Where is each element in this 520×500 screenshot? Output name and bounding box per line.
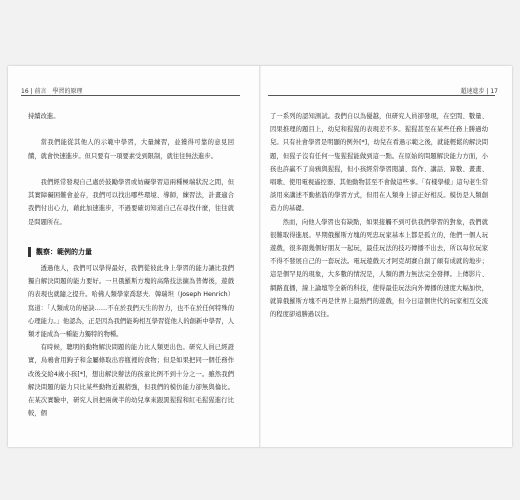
right-running-header: 超速進步 | 17 xyxy=(460,88,498,95)
left-header-rule xyxy=(21,95,240,96)
paragraph-gap xyxy=(28,229,234,242)
right-header-rule xyxy=(268,95,495,96)
left-paragraph-1: 持續改進。 xyxy=(28,113,60,120)
left-running-header: 16 | 前言 學習的原理 xyxy=(21,88,83,95)
right-paragraph-2: 然而，向他人學習也有缺點，如果接觸不到可供我們學習的對象，我們就很難取得進展。早期俄羅斯方塊的死忠玩家基本上都是孤立的，他們一個人玩遊戲，很多跟幾個好朋友一起玩，最佳玩法的技巧傳播不出去，所以每位玩家不得不發展自己的一套玩法。電玩遊戲天才阿克胡賽自創了頗有成就的地步；這是個罕見的現象，大多數的情況是，人類的潛力無法完全發揮。上傳影片、網路直播，線上論壇等全新的科技，使得最佳玩法向外傳播的速度大幅加快，就算俄羅斯方塊不再是世界上最熱門的遊戲，但今日這個世代的玩家相互交流的程度卻遠勝過以往。 xyxy=(270,218,488,319)
book-gutter xyxy=(259,66,261,447)
section-marker-bar xyxy=(28,247,31,257)
right-page-body xyxy=(270,110,488,321)
section-heading xyxy=(28,242,234,262)
right-paragraph-1: 了一系列的認知測試。我們自以為優越，但研究人員卻發現，在空間、數量、因果推理的題目上，幼兒和猩猩的表現差不多。猩猩甚至在某些任務上勝過幼兒。只有社會學習是明顯的例外[*]，幼兒在看過示範之後，就能輕鬆的解決問題，但猩子沒有任何一隻猩猩能做到這一點。在原始的問題解決能力方面，小孩也許贏不了烏鴉與猩猩，但小孩經常學習閱讀、寫作、講話、算數、畫畫、唱歌、使用電視遙控器、其他動物甚至不會做這些事。「有樣學樣」這句老生常談用來講述不動搖筋的學習方式，但用在人類身上卻正好相反。模仿是人類創造力的基礎。 xyxy=(270,113,488,213)
left-section-paragraph-2: 有時候，聰明的動物解決問題的能力比人類更出色。研究人員已經證實，烏鴉會用鉤子和金屬條取出容瓶裡的食物；但是如果把同一個任務作改後交給4歲小孩[*]，想出解決辦法的孩童比例不到十分之一。雖然我們解決問題的能力只比某些動物近親稍強，但我們的模仿能力卻無與倫比。在某次實驗中，研究人員把兩歲半的幼兒拿來跟黑猩猩和紅毛猩猩進行比較，個 xyxy=(28,344,234,418)
book-spread xyxy=(8,66,512,447)
right-page xyxy=(264,66,512,447)
paragraph-gap xyxy=(28,163,234,176)
section-title: 觀察：範例的力量 xyxy=(36,247,92,256)
left-page xyxy=(8,66,256,447)
left-section-paragraph-1: 透過他人，我們可以學得最好，我們從彼此身上學習的能力讓比我們獨自解決問題的能力要好。一旦俄羅斯方塊的高階技法擴為普傳後，遊戲的表現也就隨之提升。哈佛人類學家喬瑟夫．韓瑞坦（Joseph Henrich）寫道：「人類成功的祕訣……不在於我們天生的智力，也不在於任何特殊的心理能力。」他認為，正是因為我們能夠相互學習從他人的創新中學習，人類才能成為一種能力獨特的物種。 xyxy=(28,264,234,338)
left-page-body xyxy=(28,110,234,420)
paragraph-gap xyxy=(28,123,234,136)
left-paragraph-2: 當我們能從其他人的示範中學習，大量練習，並獲得可靠的意見回饋，就會快速進步。但只要有一項要素受到限制，就往往無法進步。 xyxy=(28,139,234,160)
left-paragraph-3: 我們經常發現自己處於鼓勵學習或妨礙學習這兩種極端狀況之間，但其實障礙困難會並存，我們可以找出哪些環境、導師，練習法，計畫適合我們付出心力，藉此加速進步，不過要確切知道自己在尋找什麼，往往就是問題所在。 xyxy=(28,178,234,226)
